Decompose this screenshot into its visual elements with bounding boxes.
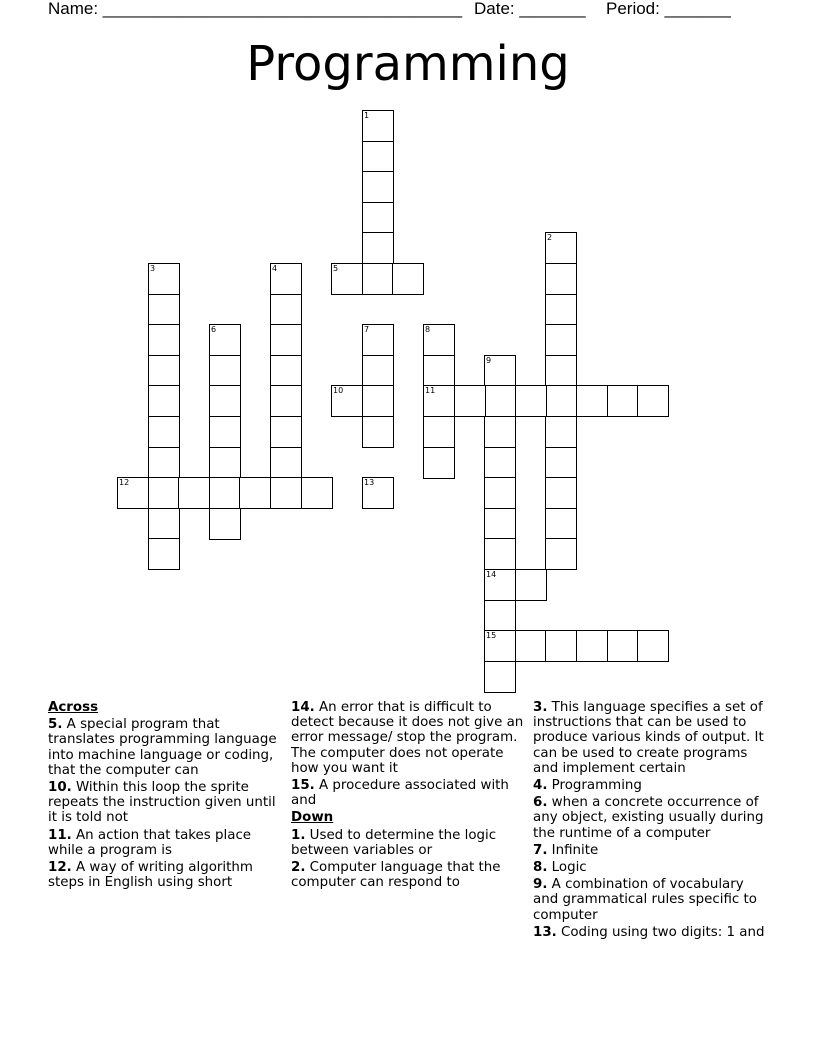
crossword-cell[interactable] [148,294,180,326]
clue-text: Computer language that the computer can respond to [291,860,501,891]
crossword-cell[interactable] [545,630,577,662]
crossword-cell[interactable] [545,232,577,264]
cell-number: 8 [425,325,431,334]
clue-text: Within this loop the sprite repeats the instruction given until it is told not [48,780,276,826]
crossword-cell[interactable] [209,355,241,387]
clue-item [533,778,768,793]
crossword-cell[interactable] [331,385,363,417]
clue-item [533,925,768,940]
clue-number: 7. [533,842,548,858]
crossword-cell[interactable] [484,569,516,601]
clue-number: 2. [291,860,306,876]
crossword-cell[interactable] [423,355,455,387]
clue-item [48,860,283,890]
crossword-cell[interactable] [545,324,577,356]
crossword-cell[interactable] [576,630,608,662]
crossword-cell[interactable] [545,416,577,448]
crossword-cell[interactable] [545,355,577,387]
crossword-cell[interactable] [362,171,394,203]
crossword-cell[interactable] [484,508,516,540]
crossword-cell[interactable] [362,232,394,264]
crossword-cell[interactable] [515,569,547,601]
crossword-cell[interactable] [362,355,394,387]
clue-item [533,843,768,858]
crossword-cell[interactable] [209,324,241,356]
clue-item [291,700,526,776]
crossword-cell[interactable] [637,630,669,662]
crossword-cell[interactable] [423,447,455,479]
crossword-cell[interactable] [484,416,516,448]
clue-text: Coding using two digits: 1 and [556,924,765,940]
clue-item [48,780,283,826]
period-field[interactable]: Period: _______ [606,0,731,18]
clue-item [291,860,526,890]
cell-number: 14 [486,570,497,579]
cell-number: 1 [364,111,370,120]
crossword-cell[interactable] [362,324,394,356]
clue-text: An error that is difficult to detect because it does not give an error message/ stop the program. The computer does not operate how you want it [291,700,524,776]
clue-item [533,700,768,776]
clue-item [291,828,526,858]
clue-text: A combination of vocabulary and grammatical rules specific to computer [533,877,757,923]
crossword-cell[interactable] [270,447,302,479]
crossword-cell[interactable] [209,416,241,448]
crossword-cell[interactable] [607,385,639,417]
cell-number: 11 [425,386,436,395]
crossword-cell[interactable] [209,508,241,540]
clue-text: A special program that translates programming language into machine language or coding, that the computer can [48,717,277,778]
crossword-cell[interactable] [362,263,394,295]
crossword-cell[interactable] [270,385,302,417]
crossword-cell[interactable] [362,202,394,234]
clue-number: 6. [533,795,548,811]
crossword-cell[interactable] [270,477,302,509]
clue-number: 14. [291,700,315,715]
cell-number: 15 [486,631,497,640]
cell-number: 4 [272,264,278,273]
crossword-cell[interactable] [362,416,394,448]
clues-column-3 [533,700,768,942]
crossword-cell[interactable] [209,477,241,509]
crossword-cell[interactable] [545,385,577,417]
crossword-cell[interactable] [423,324,455,356]
crossword-cell[interactable] [270,294,302,326]
crossword-cell[interactable] [484,661,516,693]
crossword-cell[interactable] [423,385,455,417]
name-field[interactable]: Name: ______________________________________ [48,0,463,18]
clue-number: 5. [48,717,63,733]
crossword-cell[interactable] [484,447,516,479]
cell-number: 5 [333,264,339,273]
crossword-cell[interactable] [148,263,180,295]
clue-text: Logic [547,860,587,876]
clue-number: 3. [533,700,548,715]
crossword-cell[interactable] [148,416,180,448]
crossword-cell[interactable] [545,447,577,479]
cell-number: 6 [211,325,217,334]
crossword-cell[interactable] [484,355,516,387]
crossword-cell[interactable] [148,508,180,540]
crossword-cell[interactable] [484,600,516,632]
clue-text: A way of writing algorithm steps in English using short [48,860,253,891]
across-heading: Across [48,700,99,715]
clues-column-1 [48,700,283,892]
crossword-cell[interactable] [484,630,516,662]
down-heading: Down [291,810,334,826]
crossword-cell[interactable] [576,385,608,417]
clue-text: Used to determine the logic between variables or [291,827,497,858]
cell-number: 13 [364,478,375,487]
crossword-cell[interactable] [148,477,180,509]
clue-number: 12. [48,860,72,876]
crossword-cell[interactable] [545,477,577,509]
clue-number: 1. [291,827,306,843]
crossword-cell[interactable] [148,355,180,387]
cell-number: 3 [150,264,156,273]
clue-text: Programming [547,778,642,794]
crossword-cell[interactable] [331,263,363,295]
clue-text: A procedure associated with and [291,778,509,809]
cell-number: 7 [364,325,370,334]
clues-column-2 [291,700,526,892]
clue-item [291,778,526,808]
clue-item [48,717,283,778]
crossword-cell[interactable] [362,110,394,142]
date-field[interactable]: Date: _______ [474,0,586,18]
crossword-cell[interactable] [454,385,486,417]
clue-item [533,795,768,841]
clue-number: 8. [533,860,548,876]
clue-text: This language specifies a set of instructions that can be used to produce various kinds of output. It can be used to create programs and implement certain [533,700,764,776]
cell-number: 10 [333,386,344,395]
crossword-cell[interactable] [392,263,424,295]
clue-text: An action that takes place while a program is [48,827,252,858]
crossword-cell[interactable] [148,447,180,479]
clue-number: 10. [48,780,72,796]
crossword-cell[interactable] [148,538,180,570]
crossword-cell[interactable] [484,538,516,570]
clue-item [533,860,768,875]
cell-number: 2 [547,233,553,242]
crossword-cell[interactable] [178,477,210,509]
crossword-cell[interactable] [270,416,302,448]
crossword-cell[interactable] [117,477,149,509]
crossword-cell[interactable] [209,447,241,479]
crossword-cell[interactable] [607,630,639,662]
cell-number: 12 [119,478,130,487]
clue-number: 11. [48,827,72,843]
clue-text: when a concrete occurrence of any object, existing usually during the runtime of a computer [533,795,764,841]
cell-number: 9 [486,356,492,365]
crossword-cell[interactable] [515,385,547,417]
crossword-cell[interactable] [270,355,302,387]
crossword-cell[interactable] [362,385,394,417]
clue-number: 13. [533,924,557,940]
page-title: Programming [246,36,570,92]
crossword-cell[interactable] [209,385,241,417]
crossword-cell[interactable] [239,477,271,509]
crossword-cell[interactable] [362,141,394,173]
crossword-cell[interactable] [484,385,516,417]
crossword-cell[interactable] [301,477,333,509]
clue-text: Infinite [547,842,599,858]
crossword-cell[interactable] [484,477,516,509]
crossword-cell[interactable] [270,263,302,295]
crossword-cell[interactable] [545,294,577,326]
crossword-cell[interactable] [362,477,394,509]
clue-number: 9. [533,877,548,893]
crossword-cell[interactable] [545,508,577,540]
clue-number: 4. [533,778,548,794]
crossword-cell[interactable] [515,630,547,662]
clue-number: 15. [291,778,315,794]
crossword-cell[interactable] [545,263,577,295]
crossword-cell[interactable] [148,324,180,356]
crossword-cell[interactable] [423,416,455,448]
clue-item [48,828,283,858]
crossword-cell[interactable] [270,324,302,356]
crossword-cell[interactable] [148,385,180,417]
clue-item [533,877,768,923]
crossword-cell[interactable] [637,385,669,417]
crossword-cell[interactable] [545,538,577,570]
